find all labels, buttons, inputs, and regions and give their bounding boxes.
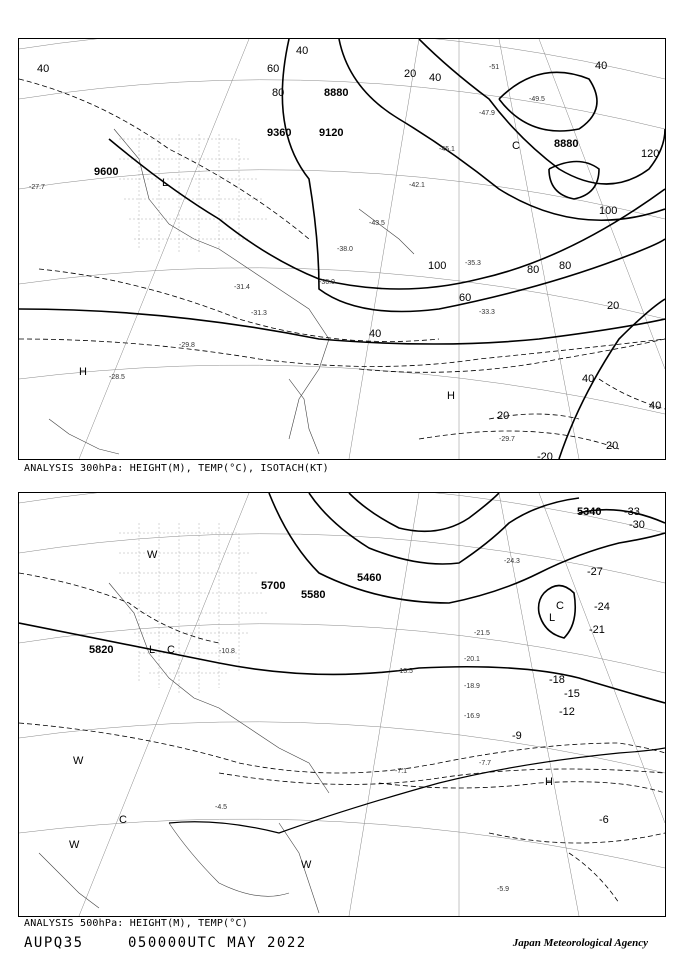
isotach-label: 120 [641, 148, 660, 160]
isotherm-label: -18 [549, 674, 565, 686]
agency-name: Japan Meteorological Agency [512, 937, 648, 949]
height-labels [94, 87, 578, 178]
station-value: -7.7 [479, 760, 492, 767]
station-value: -43.5 [369, 220, 385, 227]
map-500hpa [18, 492, 666, 917]
station-value: -5.9 [497, 886, 510, 893]
map-500hpa-svg [19, 493, 665, 916]
isotach-label: 40 [369, 328, 382, 340]
station-value: -13.5 [397, 668, 413, 675]
station-value: -4.5 [215, 804, 228, 811]
isotach-label: 60 [267, 63, 280, 75]
station-value: -29.8 [179, 342, 195, 349]
isotherm-contours [19, 573, 665, 903]
high-center: H [447, 390, 455, 402]
station-value: -31.4 [234, 284, 250, 291]
isotach-label: 80 [272, 87, 285, 99]
valid-time: 050000UTC MAY 2022 [128, 935, 307, 951]
hatched-area [119, 134, 269, 254]
station-value: -36.0 [319, 279, 335, 286]
caption-500hpa: ANALYSIS 500hPa: HEIGHT(M), TEMP(°C) [24, 918, 248, 929]
warm-center: W [147, 549, 158, 561]
height-label: 5340 [577, 506, 602, 518]
isotach-label: 40 [37, 63, 50, 75]
station-value: -18.9 [464, 683, 480, 690]
isotach-label: -20 [537, 451, 553, 459]
cold-center: C [556, 600, 564, 612]
isotach-label: 20 [404, 68, 417, 80]
high-center: H [79, 366, 87, 378]
low-center: L [549, 612, 556, 624]
station-value: -20.1 [464, 656, 480, 663]
coastlines [39, 583, 329, 913]
station-value: -33.3 [479, 309, 495, 316]
station-value: -51 [489, 64, 500, 71]
station-value: -24.3 [504, 558, 520, 565]
station-value: -27.7 [29, 184, 45, 191]
station-value: -7.1 [395, 768, 408, 775]
isotach-label: 20 [607, 300, 620, 312]
cold-center: C [119, 814, 127, 826]
height-label: 8880 [324, 87, 349, 99]
station-value: -38.0 [337, 246, 353, 253]
height-label: 9600 [94, 166, 119, 178]
height-label: 9360 [267, 127, 292, 139]
isotach-label: 100 [599, 205, 618, 217]
solid-boundary [169, 748, 665, 833]
isotherm-label: -15 [564, 688, 580, 700]
isotherm-label: -9 [512, 730, 522, 742]
isotach-label: 20 [497, 410, 510, 422]
low-center: L [162, 177, 169, 189]
station-value: -16.9 [464, 713, 480, 720]
isotherm-label: -24 [594, 601, 610, 613]
station-value: -45.1 [439, 146, 455, 153]
station-values [215, 558, 520, 893]
map-300hpa-svg [19, 39, 665, 459]
warm-center: W [73, 755, 84, 767]
station-value: -47.9 [479, 110, 495, 117]
isotach-label: 40 [595, 60, 608, 72]
isotach-label: 40 [429, 72, 442, 84]
isotherm-label: -27 [587, 566, 603, 578]
isotach-label: 40 [296, 45, 309, 57]
height-label: 5460 [357, 572, 382, 584]
station-value: -49.5 [529, 96, 545, 103]
station-value: -31.3 [251, 310, 267, 317]
warm-center: W [69, 839, 80, 851]
isotherm-label: -21 [589, 624, 605, 636]
cold-center: C [167, 644, 175, 656]
station-value: -29.7 [499, 436, 515, 443]
isotach-label: 20 [606, 440, 619, 452]
isotherm-label: -30 [629, 519, 645, 531]
isotherm-label: -33 [624, 506, 640, 518]
height-label: 5700 [261, 580, 286, 592]
station-value: -35.3 [465, 260, 481, 267]
height-label: 5580 [301, 589, 326, 601]
isotherm-label: -12 [559, 706, 575, 718]
isotach-label: 80 [559, 260, 572, 272]
isotach-label: 80 [527, 264, 540, 276]
isotach-label: 100 [428, 260, 447, 272]
station-value: -21.5 [474, 630, 490, 637]
isotach-label: 40 [649, 400, 662, 412]
station-value: -10.8 [219, 648, 235, 655]
height-label: 5820 [89, 644, 114, 656]
isotach-label: 60 [459, 292, 472, 304]
station-values [29, 64, 545, 443]
caption-300hpa: ANALYSIS 300hPa: HEIGHT(M), TEMP(°C), ISOTACH(KT) [24, 463, 329, 474]
graticule [19, 493, 665, 916]
isotherm-label: -6 [599, 814, 609, 826]
station-value: -42.1 [409, 182, 425, 189]
station-value: -28.5 [109, 374, 125, 381]
height-label: 8880 [554, 138, 579, 150]
cold-center: C [512, 140, 520, 152]
isotach-label: 40 [582, 373, 595, 385]
height-label: 9120 [319, 127, 344, 139]
high-center: H [545, 776, 553, 788]
low-center: L [149, 644, 156, 656]
map-300hpa [18, 38, 666, 460]
warm-center: W [301, 859, 312, 871]
product-code: AUPQ35 [24, 935, 84, 951]
height-labels [89, 506, 601, 656]
